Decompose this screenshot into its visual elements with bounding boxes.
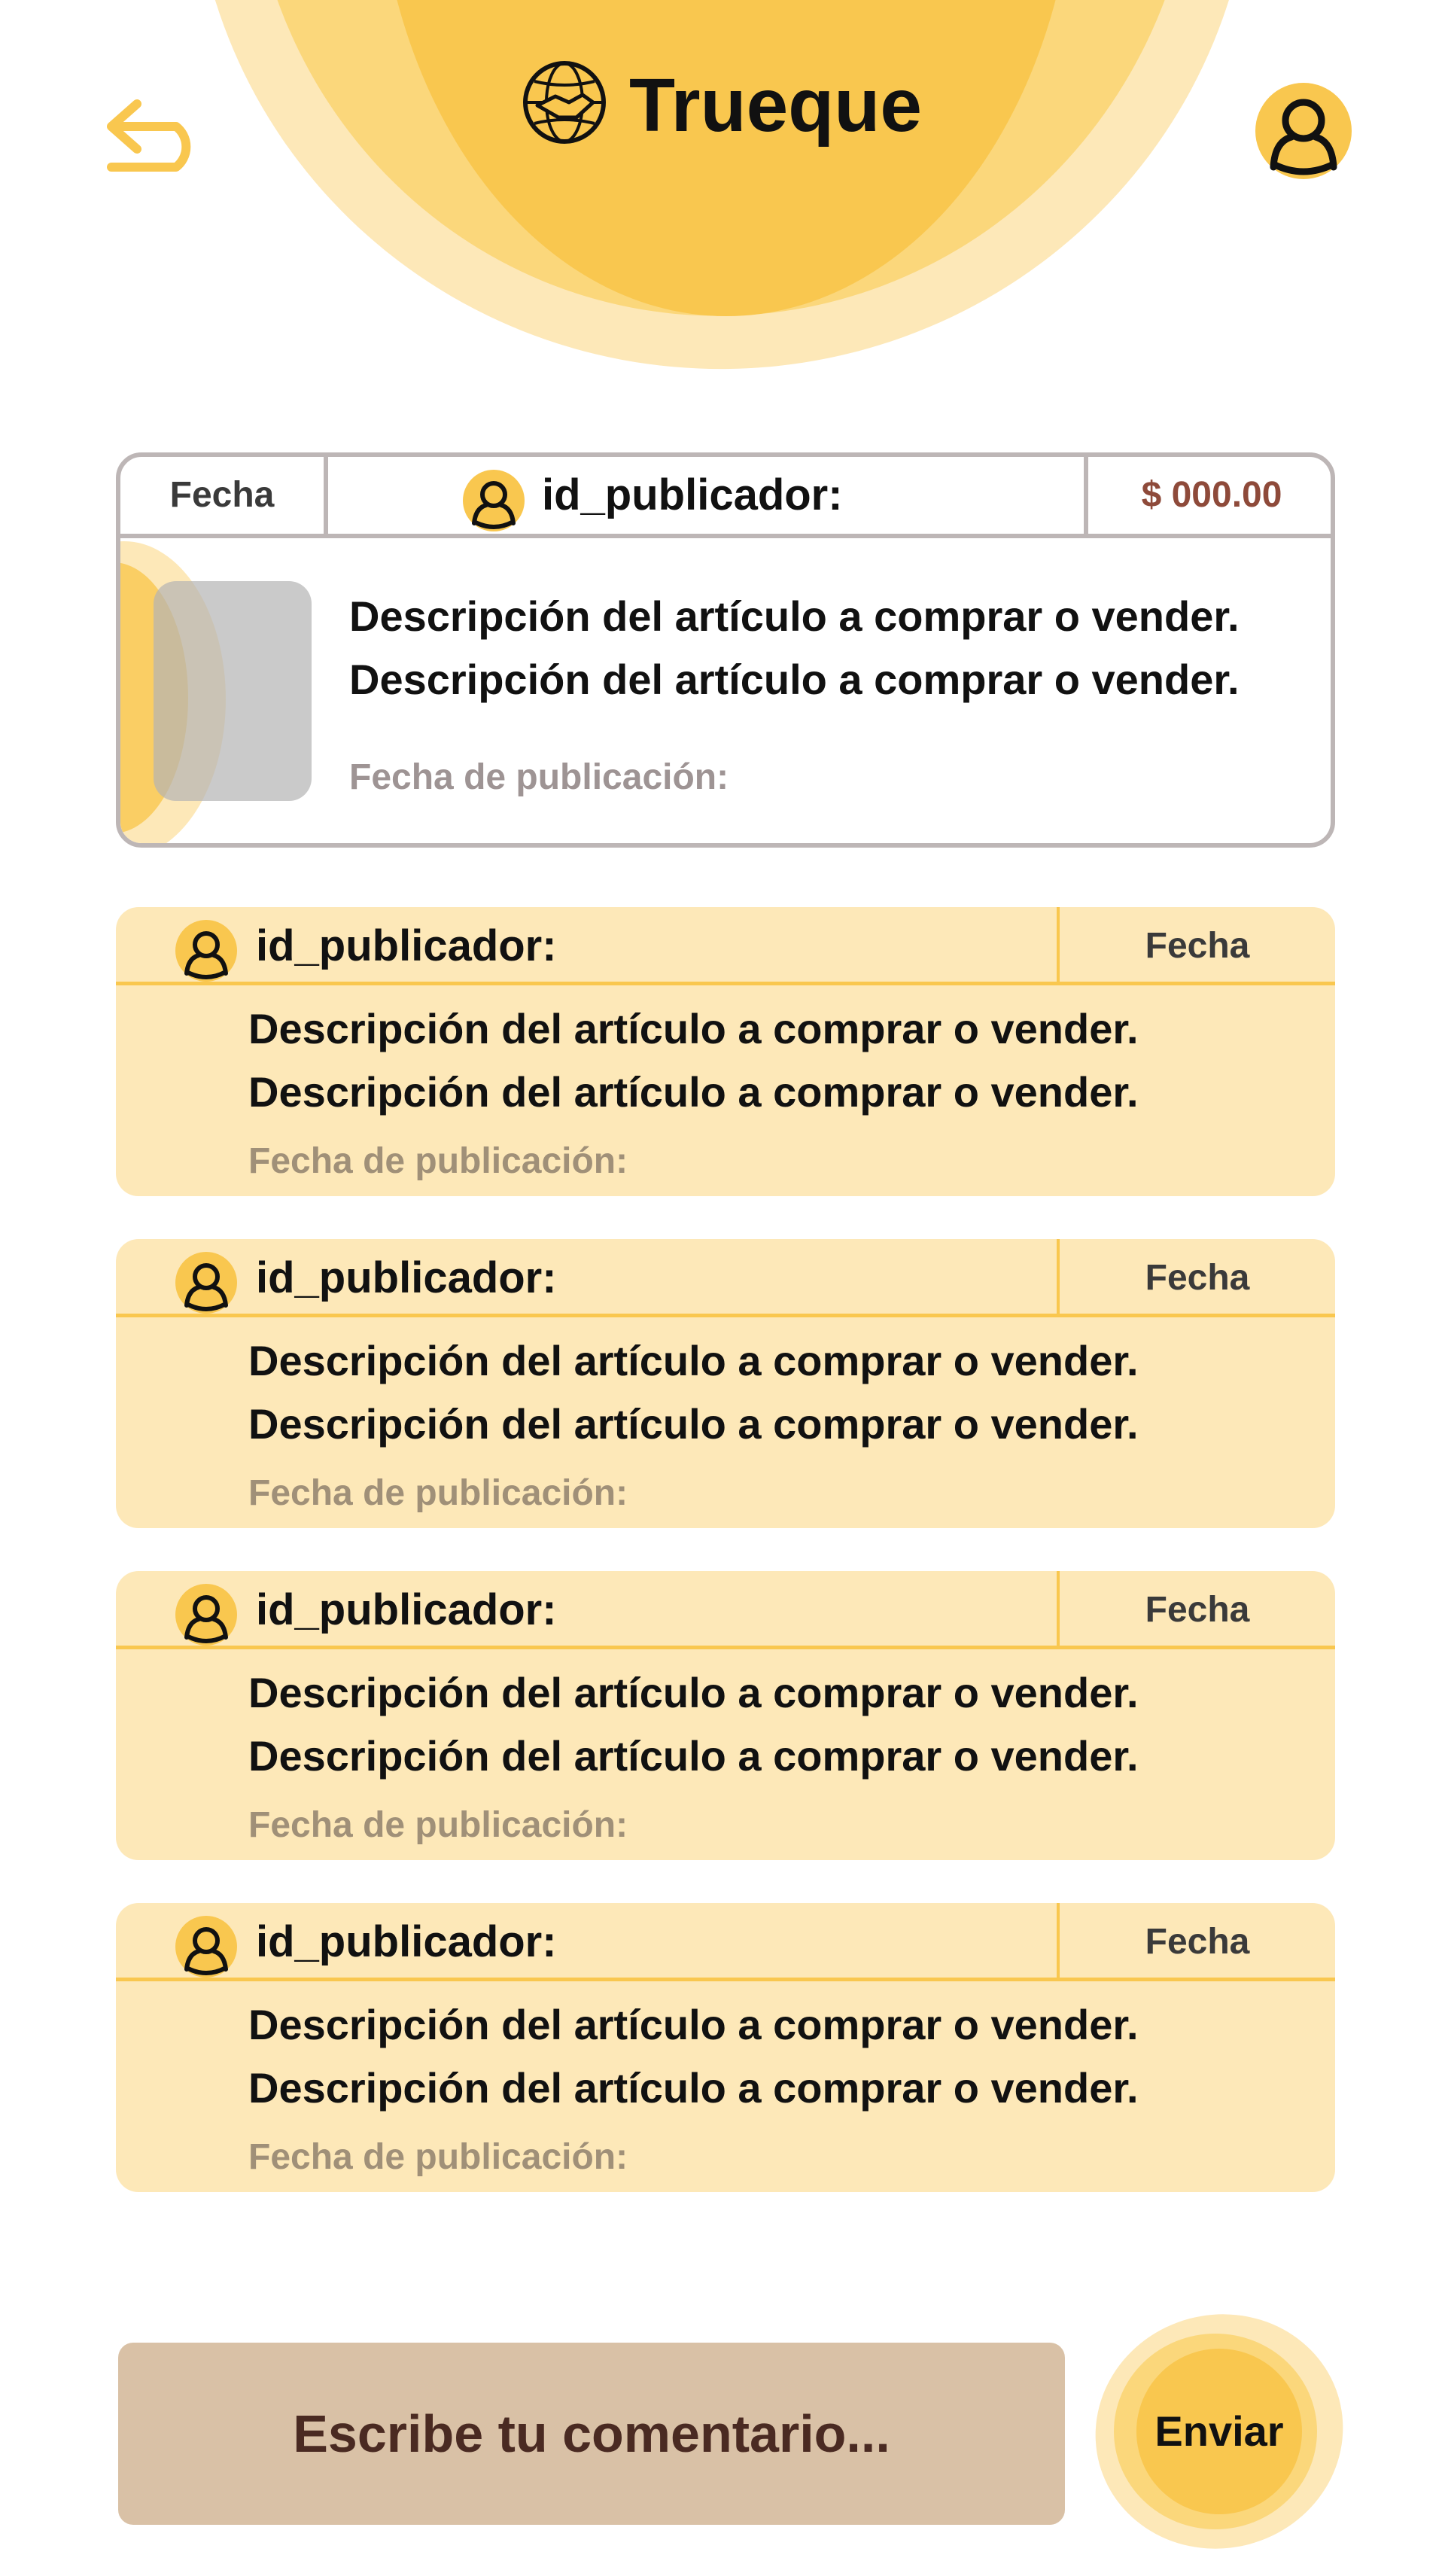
page-title: Trueque (629, 63, 922, 148)
user-avatar-icon (175, 1915, 238, 1978)
comment-header (116, 1571, 1335, 1649)
comment-header (116, 1239, 1335, 1317)
profile-button[interactable] (1254, 81, 1353, 181)
main-post-header (120, 457, 1331, 538)
send-button-label: Enviar (1154, 2407, 1284, 2455)
publisher-id[interactable]: id_publicador: (256, 1253, 557, 1302)
comment-card[interactable] (116, 1903, 1335, 2192)
return-arrow-icon (98, 90, 211, 173)
publish-date: Fecha de publicación: (248, 1805, 628, 1845)
comment-fecha: Fecha (1057, 1571, 1335, 1646)
comment-description: Descripción del artículo a comprar o vender. Descripción del artículo a comprar o vender. (248, 1005, 1139, 1116)
publish-date: Fecha de publicación: (349, 757, 729, 797)
comment-header (116, 1903, 1335, 1981)
main-post-fecha: Fecha (120, 457, 328, 534)
user-avatar-icon (175, 919, 238, 982)
publish-date: Fecha de publicación: (248, 1141, 628, 1181)
comment-description: Descripción del artículo a comprar o vender. Descripción del artículo a comprar o vender. (248, 1669, 1139, 1780)
main-post-publisher[interactable] (328, 457, 1084, 534)
comment-card[interactable] (116, 1571, 1335, 1860)
publisher-id[interactable]: id_publicador: (256, 921, 557, 970)
back-button[interactable] (98, 90, 211, 173)
item-price: $ 000.00 (1084, 457, 1335, 534)
comment-fecha: Fecha (1057, 1903, 1335, 1978)
user-avatar-icon (1254, 81, 1353, 181)
publisher-id[interactable]: id_publicador: (256, 1917, 557, 1966)
comment-fecha: Fecha (1057, 907, 1335, 982)
comment-description: Descripción del artículo a comprar o vender. Descripción del artículo a comprar o vender. (248, 1337, 1139, 1448)
publisher-id: id_publicador: (542, 470, 843, 519)
user-avatar-icon (175, 1583, 238, 1646)
comment-fecha: Fecha (1057, 1239, 1335, 1314)
item-thumbnail[interactable] (154, 581, 312, 801)
publisher-id[interactable]: id_publicador: (256, 1585, 557, 1634)
comment-description: Descripción del artículo a comprar o vender. Descripción del artículo a comprar o vender. (248, 2001, 1139, 2112)
comment-header (116, 907, 1335, 985)
comment-card[interactable] (116, 1239, 1335, 1528)
item-description: Descripción del artículo a comprar o vender. Descripción del artículo a comprar o vender. (349, 592, 1240, 703)
send-button[interactable] (1095, 2315, 1343, 2548)
publish-date: Fecha de publicación: (248, 2137, 628, 2177)
main-post-card[interactable] (116, 452, 1335, 848)
user-avatar-icon (175, 1251, 238, 1314)
comment-card[interactable] (116, 907, 1335, 1196)
user-avatar-icon (462, 469, 525, 532)
handshake-globe-icon (521, 59, 608, 146)
comment-input[interactable] (118, 2343, 1065, 2525)
publish-date: Fecha de publicación: (248, 1473, 628, 1513)
